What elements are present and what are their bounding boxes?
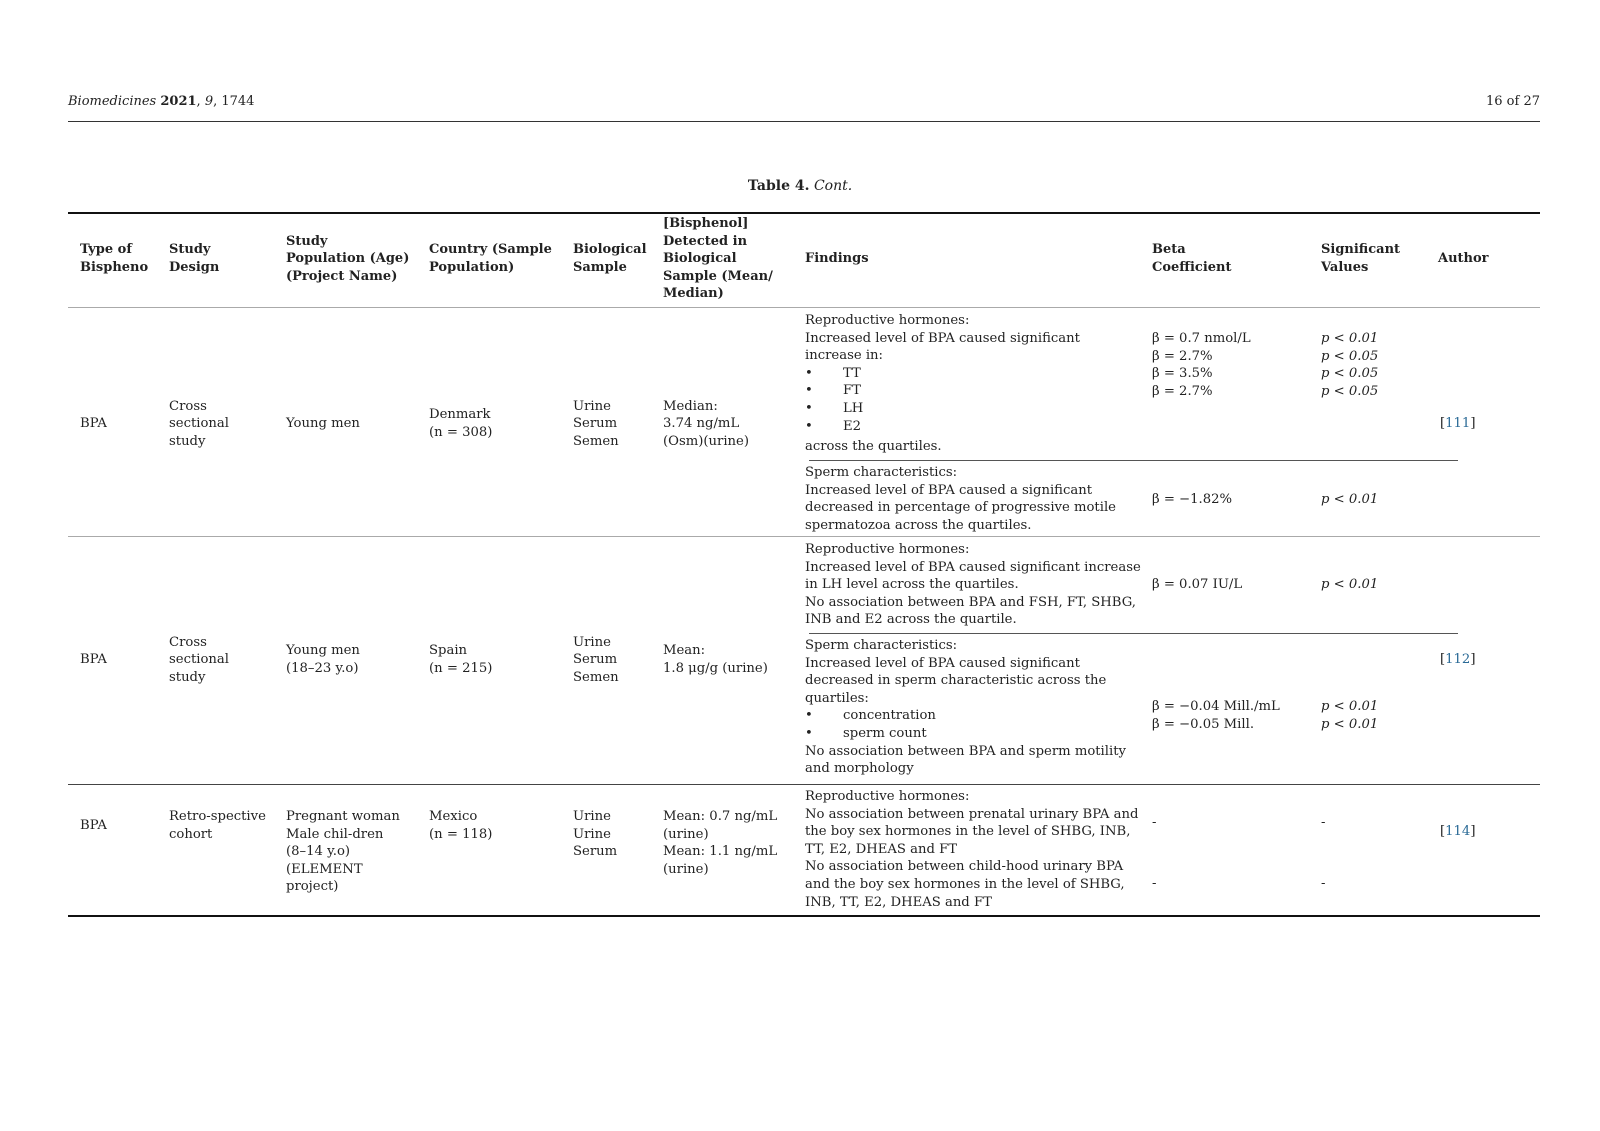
cell-country: Mexico (n = 118) <box>429 809 493 842</box>
cell-findings-sperm: Sperm characteristics: Increased level of BPA caused a significant decreased in percentage of progressive motile spermatozoa across the quartiles. <box>805 465 1116 533</box>
bullet-item: • E2 <box>805 418 862 434</box>
cell-beta: - <box>1152 876 1157 891</box>
bullet-item: • FT <box>805 383 861 399</box>
article-number: 1744 <box>221 94 255 109</box>
col-header-author: Author <box>1438 251 1489 267</box>
bullet-item: • sperm count <box>805 725 927 741</box>
subrow-rule <box>809 633 1458 634</box>
col-header-sample: Biological Sample <box>573 242 647 275</box>
cell-type: BPA <box>80 818 107 833</box>
cell-type: BPA <box>80 416 107 432</box>
cell-detected: Mean: 0.7 ng/mL (urine) Mean: 1.1 ng/mL (urine) <box>663 809 778 877</box>
cell-significant: p < 0.01 p < 0.01 <box>1321 699 1379 732</box>
cell-sample: Urine Urine Serum <box>573 809 618 860</box>
cell-design: Retro-spective cohort <box>169 809 266 842</box>
cell-sample: Urine Serum Semen <box>573 634 619 685</box>
cell-significant: p < 0.01 p < 0.05 p < 0.05 p < 0.05 <box>1321 331 1379 399</box>
cell-country: Denmark (n = 308) <box>429 407 493 440</box>
cell-significant: - <box>1321 815 1326 830</box>
running-header-citation: Biomedicines 2021, 9, 1744 <box>68 94 255 109</box>
journal-year: 2021 <box>160 94 197 109</box>
cell-significant: p < 0.01 <box>1321 577 1379 592</box>
header-rule <box>68 121 1540 122</box>
cell-country: Spain (n = 215) <box>429 643 493 676</box>
cell-population: Pregnant woman Male chil-dren (8–14 y.o) (ELEMENT project) <box>286 809 400 895</box>
cell-beta: β = 0.07 IU/L <box>1152 577 1243 592</box>
cell-author: [114] <box>1440 824 1476 839</box>
reference-link[interactable]: 111 <box>1445 416 1471 432</box>
col-header-population: Study Population (Age) (Project Name) <box>286 233 410 284</box>
cell-author: [111] <box>1440 416 1476 432</box>
cell-detected: Mean: 1.8 μg/g (urine) <box>663 643 768 676</box>
cell-findings: Reproductive hormones: No association between prenatal urinary BPA and the boy sex hormones in the level of SHBG, INB, TT, E2, DHEAS and FT No association between child-hood urinary BPA and the boy sex hormones in the level of SHBG, INB, TT, E2, DHEAS and FT <box>805 789 1139 910</box>
subrow-rule <box>809 460 1458 461</box>
bullet-item: • TT <box>805 365 861 381</box>
cell-sample: Urine Serum Semen <box>573 398 619 449</box>
col-header-design: Study Design <box>169 242 220 275</box>
col-header-type: Type of Bispheno <box>80 242 149 275</box>
cell-beta: β = 0.7 nmol/L β = 2.7% β = 3.5% β = 2.7% <box>1152 331 1251 399</box>
cell-findings-hormones: Reproductive hormones: Increased level of BPA caused significant increase in LH level across the quartiles. No association between BPA and FSH, FT, SHBG, INB and E2 across the quartile. <box>805 542 1141 628</box>
cell-significant: - <box>1321 876 1326 891</box>
journal-name: Biomedicines <box>68 94 157 109</box>
cell-population: Young men (18–23 y.o) <box>286 643 360 676</box>
cell-design: Cross sectional study <box>169 398 229 449</box>
col-header-significant: Significant Values <box>1321 242 1401 275</box>
reference-link[interactable]: 112 <box>1445 652 1471 668</box>
col-header-country: Country (Sample Population) <box>429 242 552 275</box>
cell-author: [112] <box>1440 652 1476 668</box>
journal-volume: 9 <box>204 94 214 109</box>
cell-type: BPA <box>80 652 107 668</box>
col-header-findings: Findings <box>805 251 869 267</box>
table-caption <box>0 178 1600 194</box>
cell-significant: p < 0.01 <box>1321 492 1379 507</box>
caption-cont: Cont. <box>813 178 853 194</box>
cell-population: Young men <box>286 416 360 432</box>
bullet-item: • concentration <box>805 708 936 724</box>
caption-label: Table 4. <box>747 178 810 194</box>
page-number: 16 of 27 <box>1486 94 1540 109</box>
reference-link[interactable]: 114 <box>1445 824 1471 839</box>
cell-findings-hormones: Reproductive hormones: Increased level of BPA caused significant increase in: • TT • FT • LH • E2 across the quartiles. <box>805 312 1145 456</box>
cell-findings-sperm: Sperm characteristics: Increased level of BPA caused significant decreased in sperm characteristic across the quartiles: • concentration • sperm count No association between BPA and sperm motility and morphology <box>805 637 1150 778</box>
cell-beta: - <box>1152 815 1157 830</box>
bullet-item: • LH <box>805 400 864 416</box>
row-rule <box>68 784 1540 785</box>
col-header-detected: [Bisphenol] Detected in Biological Sample (Mean/ Median) <box>663 216 773 302</box>
cell-design: Cross sectional study <box>169 634 229 685</box>
table-bottom-rule <box>68 915 1540 917</box>
cell-detected: Median: 3.74 ng/mL (Osm)(urine) <box>663 398 749 449</box>
cell-beta: β = −1.82% <box>1152 492 1233 507</box>
cell-beta: β = −0.04 Mill./mL β = −0.05 Mill. <box>1152 699 1280 732</box>
col-header-beta: Beta Coefficient <box>1152 242 1232 275</box>
